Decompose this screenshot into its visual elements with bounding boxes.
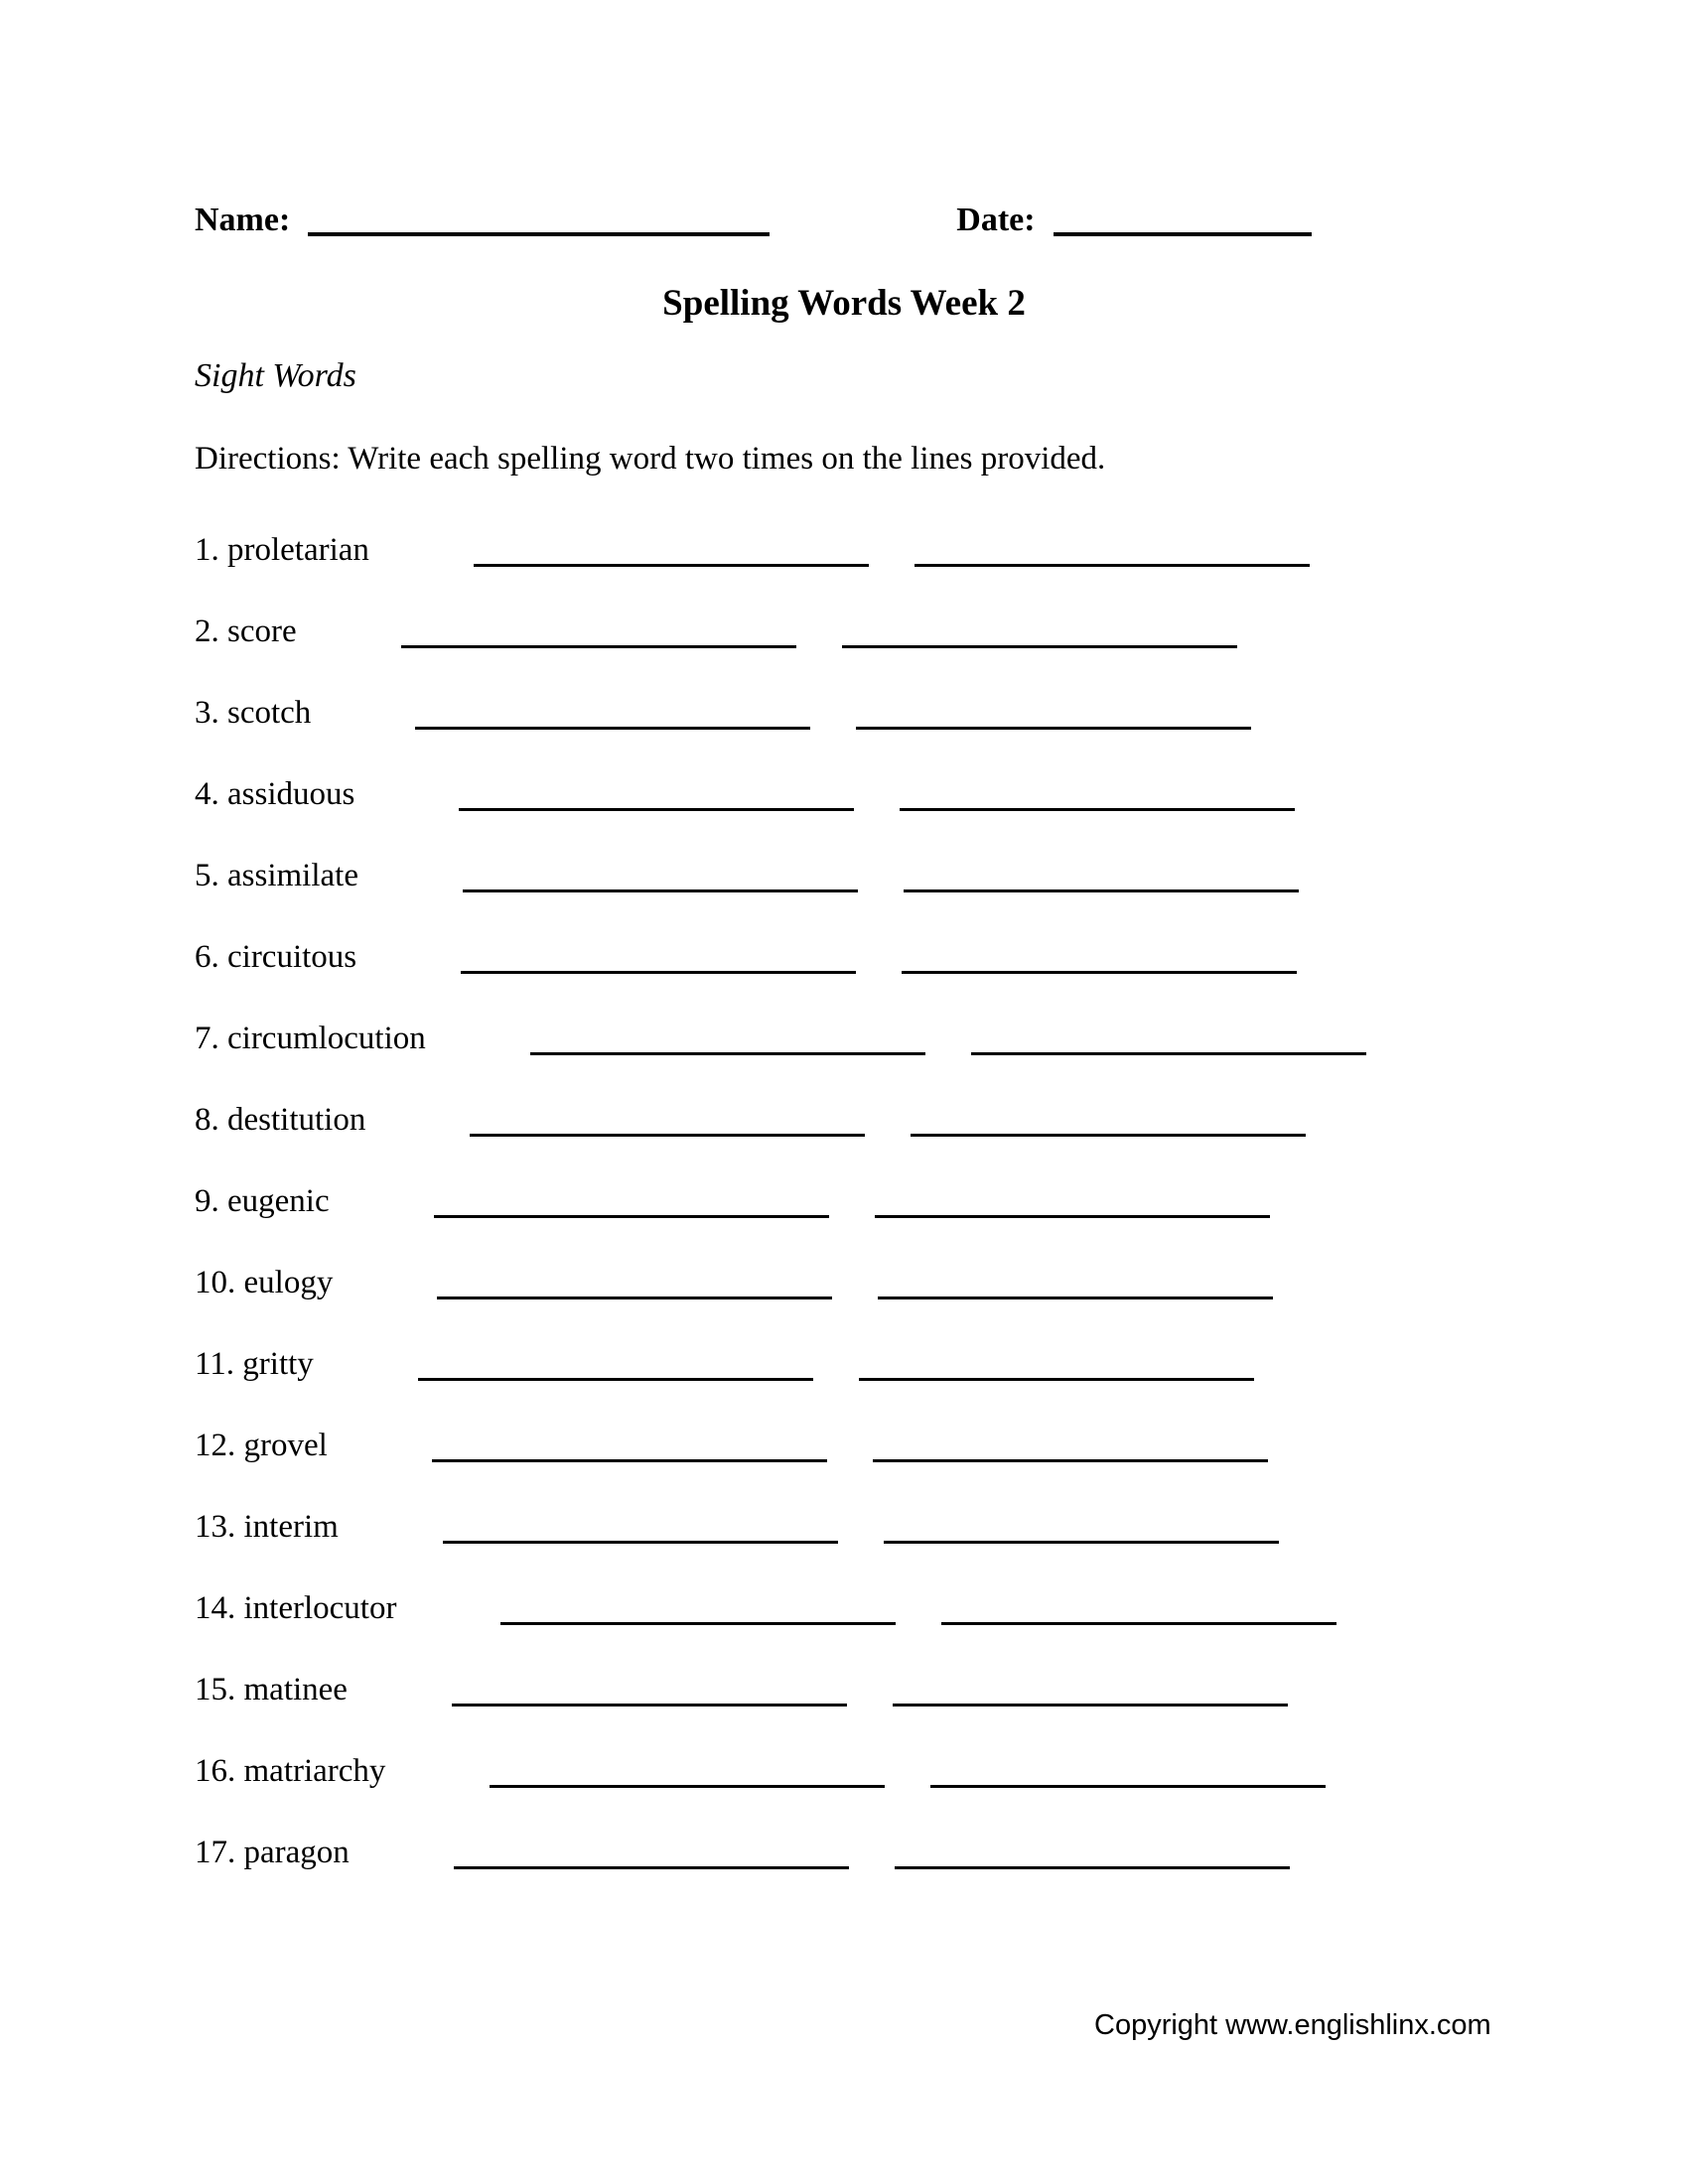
answer-blank-1[interactable] — [443, 1541, 838, 1544]
worksheet-title: Spelling Words Week 2 — [662, 283, 1026, 324]
answer-blank-1[interactable] — [530, 1052, 925, 1055]
word-number: 1. — [195, 532, 219, 568]
answer-blank-1[interactable] — [452, 1704, 847, 1706]
spelling-word: grovel — [243, 1428, 328, 1463]
word-item-label — [195, 532, 369, 569]
word-row — [195, 532, 1609, 614]
word-row — [195, 1753, 1609, 1835]
word-row — [195, 1509, 1609, 1590]
spelling-word: proletarian — [227, 532, 369, 568]
word-item-label — [195, 1265, 333, 1301]
word-row — [195, 1183, 1609, 1265]
copyright-text: Copyright www.englishlinx.com — [1094, 2009, 1491, 2041]
answer-blank-2[interactable] — [900, 808, 1295, 811]
word-number: 4. — [195, 776, 219, 812]
word-item-label — [195, 939, 356, 976]
answer-blank-1[interactable] — [418, 1378, 813, 1381]
spelling-word: assiduous — [227, 776, 355, 812]
answer-blank-2[interactable] — [842, 645, 1237, 648]
word-row — [195, 1021, 1609, 1102]
answer-blank-2[interactable] — [971, 1052, 1366, 1055]
word-number: 17. — [195, 1835, 236, 1870]
answer-blank-2[interactable] — [875, 1215, 1270, 1218]
word-number: 5. — [195, 858, 219, 893]
spelling-word: eugenic — [227, 1183, 330, 1219]
word-row — [195, 1346, 1609, 1428]
word-number: 9. — [195, 1183, 219, 1219]
answer-blank-2[interactable] — [930, 1785, 1326, 1788]
answer-blank-1[interactable] — [463, 889, 858, 892]
answer-blank-1[interactable] — [461, 971, 856, 974]
name-blank-line[interactable] — [308, 232, 770, 236]
spelling-word: paragon — [243, 1835, 350, 1870]
word-number: 13. — [195, 1509, 236, 1545]
word-item-label — [195, 1835, 350, 1871]
answer-blank-2[interactable] — [878, 1297, 1273, 1299]
word-number: 10. — [195, 1265, 236, 1300]
answer-blank-1[interactable] — [500, 1622, 896, 1625]
word-item-label — [195, 776, 354, 813]
word-item-label — [195, 1590, 396, 1627]
word-row — [195, 1672, 1609, 1753]
word-row — [195, 939, 1609, 1021]
word-number: 7. — [195, 1021, 219, 1056]
name-label: Name: — [195, 202, 291, 238]
spelling-word: assimilate — [227, 858, 358, 893]
word-list — [195, 532, 1609, 1916]
word-item-label — [195, 1102, 365, 1139]
word-row — [195, 1835, 1609, 1916]
word-item-label — [195, 695, 311, 732]
word-row — [195, 1428, 1609, 1509]
word-row — [195, 1265, 1609, 1346]
spelling-word: destitution — [227, 1102, 366, 1138]
word-row — [195, 858, 1609, 939]
word-number: 14. — [195, 1590, 236, 1626]
answer-blank-1[interactable] — [470, 1134, 865, 1137]
word-row — [195, 776, 1609, 858]
word-number: 2. — [195, 614, 219, 649]
answer-blank-1[interactable] — [437, 1297, 832, 1299]
answer-blank-2[interactable] — [873, 1459, 1268, 1462]
word-item-label — [195, 1509, 339, 1546]
spelling-word: score — [227, 614, 297, 649]
answer-blank-2[interactable] — [904, 889, 1299, 892]
word-item-label — [195, 1346, 314, 1383]
word-number: 12. — [195, 1428, 236, 1463]
section-subtitle: Sight Words — [195, 357, 356, 394]
word-row — [195, 1102, 1609, 1183]
word-row — [195, 614, 1609, 695]
word-item-label — [195, 1672, 348, 1708]
word-row — [195, 1590, 1609, 1672]
answer-blank-2[interactable] — [895, 1866, 1290, 1869]
answer-blank-2[interactable] — [902, 971, 1297, 974]
word-item-label — [195, 858, 358, 894]
word-number: 8. — [195, 1102, 219, 1138]
word-number: 6. — [195, 939, 219, 975]
word-item-label — [195, 1753, 385, 1790]
word-row — [195, 695, 1609, 776]
word-number: 15. — [195, 1672, 236, 1707]
answer-blank-2[interactable] — [911, 1134, 1306, 1137]
spelling-word: matinee — [243, 1672, 348, 1707]
answer-blank-1[interactable] — [490, 1785, 885, 1788]
word-item-label — [195, 1183, 330, 1220]
spelling-word: scotch — [227, 695, 312, 731]
header-row — [195, 202, 1589, 239]
spelling-word: matriarchy — [243, 1753, 386, 1789]
spelling-word: interlocutor — [243, 1590, 397, 1626]
date-blank-line[interactable] — [1054, 232, 1312, 236]
word-item-label — [195, 614, 297, 650]
answer-blank-2[interactable] — [893, 1704, 1288, 1706]
answer-blank-1[interactable] — [474, 564, 869, 567]
answer-blank-1[interactable] — [459, 808, 854, 811]
answer-blank-1[interactable] — [454, 1866, 849, 1869]
spelling-word: eulogy — [243, 1265, 334, 1300]
directions-text: Directions: Write each spelling word two times on the lines provided. — [195, 441, 1106, 477]
answer-blank-1[interactable] — [415, 727, 810, 730]
answer-blank-2[interactable] — [941, 1622, 1336, 1625]
answer-blank-1[interactable] — [432, 1459, 827, 1462]
word-item-label — [195, 1021, 426, 1057]
spelling-word: circumlocution — [227, 1021, 426, 1056]
answer-blank-2[interactable] — [884, 1541, 1279, 1544]
spelling-word: interim — [243, 1509, 339, 1545]
word-item-label — [195, 1428, 328, 1464]
answer-blank-2[interactable] — [859, 1378, 1254, 1381]
answer-blank-2[interactable] — [856, 727, 1251, 730]
answer-blank-2[interactable] — [914, 564, 1310, 567]
answer-blank-1[interactable] — [434, 1215, 829, 1218]
answer-blank-1[interactable] — [401, 645, 796, 648]
date-label: Date: — [956, 202, 1036, 238]
spelling-word: circuitous — [227, 939, 357, 975]
word-number: 11. — [195, 1346, 235, 1382]
spelling-word: gritty — [242, 1346, 314, 1382]
word-number: 3. — [195, 695, 219, 731]
word-number: 16. — [195, 1753, 236, 1789]
